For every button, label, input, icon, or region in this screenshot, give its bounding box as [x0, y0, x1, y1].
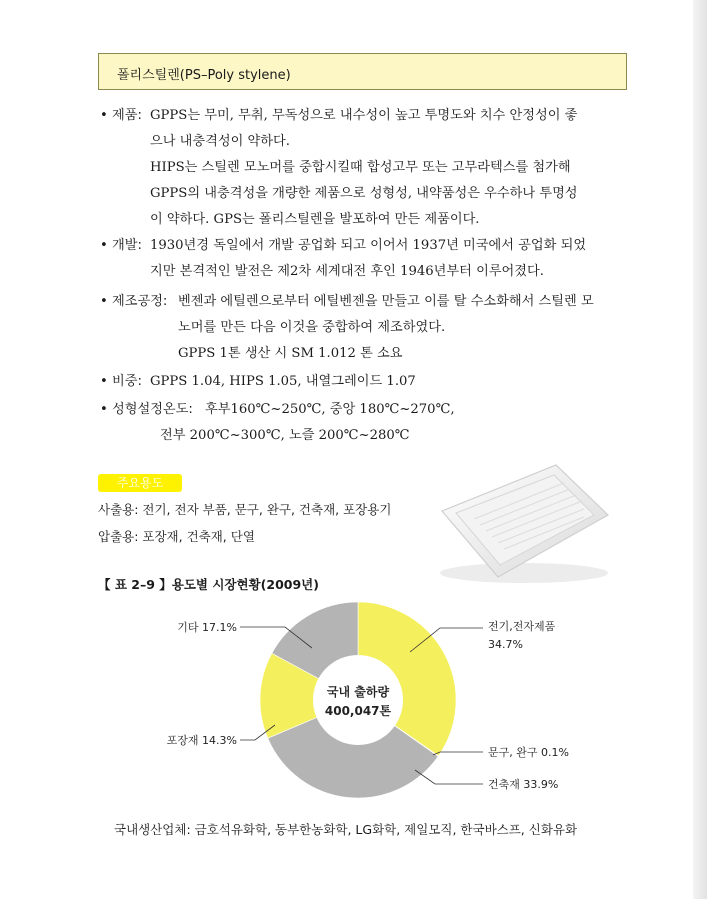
text-line: 벤젠과 에틸렌으로부터 에틸벤젠을 만들고 이를 탈 수소화해서 스틸렌 모: [178, 294, 594, 309]
slice-label-etc: 기타 17.1%: [177, 621, 237, 634]
text-line: GPPS 1.04, HIPS 1.05, 내열그레이드 1.07: [150, 374, 416, 389]
slice-label-construction: 건축재 33.9%: [488, 778, 559, 791]
donut-hole: [313, 655, 403, 745]
temp-label: • 성형설정온도:: [100, 402, 193, 417]
process-label: • 제조공정:: [100, 294, 168, 309]
text-line: GPPS 1톤 생산 시 SM 1.012 톤 소요: [178, 346, 403, 361]
leader-line-construction: [415, 770, 483, 784]
uses-extrusion: 압출용: 포장재, 건축재, 단열: [98, 529, 255, 544]
development-label: • 개발:: [100, 238, 142, 253]
text-line: HIPS는 스틸렌 모노머를 중합시킬때 합성고무 또는 고무라텍스를 첨가해: [150, 160, 571, 175]
text-line: 지만 본격적인 발전은 제2차 세계대전 후인 1946년부터 이루어졌다.: [150, 264, 544, 279]
text-line: 이 약하다. GPS는 폴리스틸렌을 발포하여 만든 제품이다.: [150, 212, 480, 227]
footer-producers: 국내생산업체: 금호석유화학, 동부한농화학, LG화학, 제일모직, 한국바스프, 신화유화: [114, 822, 578, 837]
slice-label-electric-value: 34.7%: [488, 638, 523, 651]
text-line: 노머를 만든 다음 이것을 중합하여 제조하였다.: [178, 320, 446, 335]
text-line: GPPS의 내충격성을 개량한 제품으로 성형성, 내약품성은 우수하나 투명성: [150, 186, 578, 201]
text-line: 1930년경 독일에서 개발 공업화 되고 이어서 1937년 미국에서 공업화 되었: [150, 238, 587, 253]
section-title: 폴리스틸렌(PS–Poly stylene): [117, 68, 291, 83]
uses-tag: 주요용도: [98, 474, 182, 492]
text-line: GPPS는 무미, 무취, 무독성으로 내수성이 높고 투명도와 치수 안정성이 좋: [150, 108, 578, 123]
uses-injection: 사출용: 전기, 전자 부품, 문구, 완구, 건축재, 포장용기: [98, 502, 392, 517]
gravity-label: • 비중:: [100, 374, 142, 389]
product-label: • 제품:: [100, 108, 142, 123]
slice-label-stationery: 문구, 완구 0.1%: [488, 746, 569, 759]
table-title: 【 표 2–9 】용도별 시장현황(2009년): [98, 577, 319, 592]
center-label-title: 국내 출하량: [326, 685, 390, 699]
slice-label-electric: 전기,전자제품: [488, 620, 556, 633]
text-line: 후부160℃~250℃, 중앙 180℃~270℃,: [205, 402, 455, 417]
text-line: 전부 200℃~300℃, 노즐 200℃~280℃: [160, 428, 410, 443]
slice-label-packaging: 포장재 14.3%: [166, 734, 237, 747]
center-label-value: 400,047톤: [324, 704, 392, 718]
text-line: 으나 내충격성이 약하다.: [150, 134, 290, 149]
